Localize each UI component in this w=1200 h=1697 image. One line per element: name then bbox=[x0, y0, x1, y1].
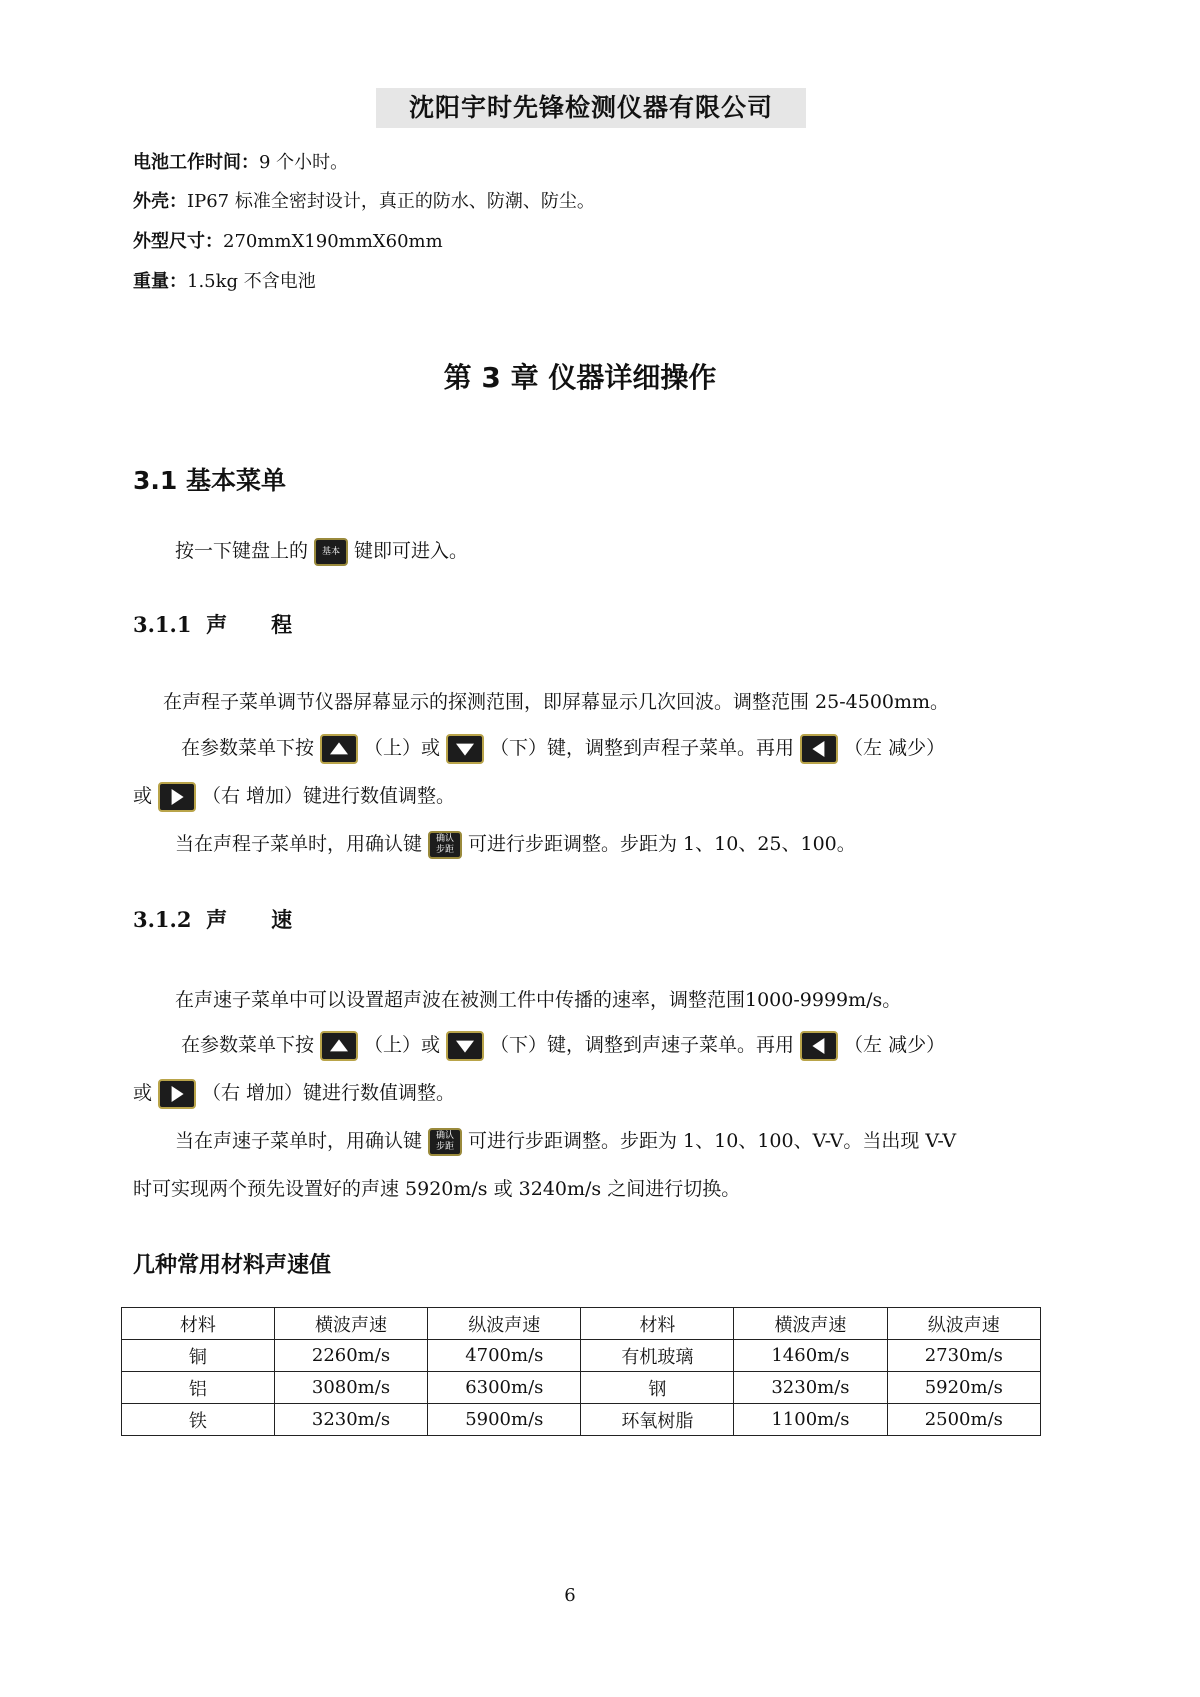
confirm-step-key-icon bbox=[428, 831, 462, 859]
table-cell: 3230m/s bbox=[734, 1372, 887, 1404]
section-word-1: 声 bbox=[206, 612, 228, 637]
table-cell: 6300m/s bbox=[428, 1372, 581, 1404]
column-header: 横波声速 bbox=[734, 1308, 887, 1340]
basic-key-icon bbox=[314, 538, 348, 566]
table-cell: 5900m/s bbox=[428, 1404, 581, 1436]
text: （右 增加）键进行数值调整。 bbox=[202, 1082, 456, 1104]
table-cell: 4700m/s bbox=[428, 1340, 581, 1372]
table-cell: 有机玻璃 bbox=[581, 1340, 734, 1372]
table-header-row bbox=[122, 1308, 1041, 1340]
left-key-icon bbox=[800, 734, 838, 764]
table-title: 几种常用材料声速值 bbox=[133, 1253, 332, 1278]
intro-text-before: 按一下键盘上的 bbox=[175, 540, 309, 562]
right-key-icon bbox=[158, 782, 196, 812]
table-cell: 1100m/s bbox=[734, 1404, 887, 1436]
down-key-icon bbox=[446, 734, 484, 764]
spec-label: 外壳： bbox=[133, 191, 187, 212]
spec-value: 1.5kg 不含电池 bbox=[187, 271, 316, 292]
text: 在参数菜单下按 bbox=[181, 737, 315, 759]
table-cell: 1460m/s bbox=[734, 1340, 887, 1372]
company-header: 沈阳宇时先锋检测仪器有限公司 bbox=[376, 88, 806, 128]
sound-speed-table bbox=[121, 1307, 1041, 1436]
text: 可进行步距调整。步距为 1、10、25、100。 bbox=[468, 833, 856, 855]
spec-battery bbox=[133, 151, 348, 175]
text: （下）键，调整到声速子菜单。再用 bbox=[490, 1034, 795, 1056]
intro-text-after: 键即可进入。 bbox=[354, 540, 469, 562]
confirm-key-line2: 步距 bbox=[436, 1142, 455, 1152]
text: （下）键，调整到声程子菜单。再用 bbox=[490, 737, 795, 759]
section-title-3-1-1 bbox=[133, 610, 292, 640]
paragraph-range: 在声程子菜单调节仪器屏幕显示的探测范围，即屏幕显示几次回波。调整范围 25-4500mm。 bbox=[163, 691, 950, 713]
spec-value: IP67 标准全密封设计，真正的防水、防潮、防尘。 bbox=[187, 191, 595, 212]
spec-shell bbox=[133, 190, 595, 214]
up-key-icon bbox=[320, 1031, 358, 1061]
spec-value: 270mmX190mmX60mm bbox=[223, 231, 443, 252]
confirm-step-key-icon bbox=[428, 1128, 462, 1156]
page-number: 6 bbox=[564, 1585, 576, 1606]
left-key-icon bbox=[800, 1031, 838, 1061]
table-cell: 2730m/s bbox=[887, 1340, 1040, 1372]
table-cell: 5920m/s bbox=[887, 1372, 1040, 1404]
text: 或 bbox=[133, 1082, 153, 1104]
table-cell: 铝 bbox=[122, 1372, 275, 1404]
text: 可进行步距调整。步距为 1、10、100、V-V。当出现 V-V bbox=[468, 1130, 957, 1152]
chapter-title: 第 3 章 仪器详细操作 bbox=[443, 361, 717, 394]
section-3-1-intro bbox=[175, 537, 468, 566]
confirm-key-line2: 步距 bbox=[436, 845, 455, 855]
table-row bbox=[122, 1340, 1041, 1372]
table-cell: 2260m/s bbox=[274, 1340, 427, 1372]
column-header: 材料 bbox=[122, 1308, 275, 1340]
table-cell: 3080m/s bbox=[274, 1372, 427, 1404]
text: 在参数菜单下按 bbox=[181, 1034, 315, 1056]
text: （左 减少） bbox=[844, 1034, 946, 1056]
text: （左 减少） bbox=[844, 737, 946, 759]
right-key-icon bbox=[158, 1079, 196, 1109]
up-key-icon bbox=[320, 734, 358, 764]
table-row bbox=[122, 1404, 1041, 1436]
table-cell: 2500m/s bbox=[887, 1404, 1040, 1436]
paragraph-switch: 时可实现两个预先设置好的声速 5920m/s 或 3240m/s 之间进行切换。 bbox=[133, 1178, 741, 1200]
text: 或 bbox=[133, 785, 153, 807]
table-cell: 铜 bbox=[122, 1340, 275, 1372]
paragraph-keys bbox=[181, 734, 945, 764]
spec-label: 重量： bbox=[133, 271, 187, 292]
section-word-2: 程 bbox=[271, 612, 293, 637]
section-title-3-1-2 bbox=[133, 905, 292, 935]
down-key-icon bbox=[446, 1031, 484, 1061]
section-number: 3.1.1 bbox=[133, 612, 192, 637]
text: （右 增加）键进行数值调整。 bbox=[202, 785, 456, 807]
column-header: 材料 bbox=[581, 1308, 734, 1340]
confirm-key-line1: 确认 bbox=[436, 1131, 455, 1141]
confirm-key-line1: 确认 bbox=[436, 834, 455, 844]
column-header: 横波声速 bbox=[274, 1308, 427, 1340]
text: 当在声程子菜单时，用确认键 bbox=[175, 833, 423, 855]
paragraph-keys-cont bbox=[133, 782, 455, 812]
section-word-2: 速 bbox=[271, 907, 293, 932]
spec-dimensions bbox=[133, 230, 443, 254]
table-cell: 钢 bbox=[581, 1372, 734, 1404]
paragraph-keys-cont bbox=[133, 1079, 455, 1109]
section-word-1: 声 bbox=[206, 907, 228, 932]
spec-value: 9 个小时。 bbox=[259, 152, 349, 173]
paragraph-speed-range: 在声速子菜单中可以设置超声波在被测工件中传播的速率，调整范围1000-9999m/s。 bbox=[175, 989, 902, 1011]
spec-label: 外型尺寸： bbox=[133, 231, 223, 252]
paragraph-step bbox=[175, 830, 856, 859]
paragraph-keys bbox=[181, 1031, 945, 1061]
section-title-3-1: 3.1 基本菜单 bbox=[133, 466, 286, 495]
paragraph-step bbox=[175, 1127, 956, 1156]
spec-label: 电池工作时间： bbox=[133, 152, 259, 173]
table-cell: 环氧树脂 bbox=[581, 1404, 734, 1436]
column-header: 纵波声速 bbox=[428, 1308, 581, 1340]
text: （上）或 bbox=[364, 1034, 441, 1056]
text: （上）或 bbox=[364, 737, 441, 759]
table-cell: 3230m/s bbox=[274, 1404, 427, 1436]
text: 当在声速子菜单时，用确认键 bbox=[175, 1130, 423, 1152]
spec-weight bbox=[133, 270, 316, 294]
table-row bbox=[122, 1372, 1041, 1404]
section-number: 3.1.2 bbox=[133, 907, 192, 932]
column-header: 纵波声速 bbox=[887, 1308, 1040, 1340]
basic-key-label: 基本 bbox=[322, 546, 341, 557]
table-cell: 铁 bbox=[122, 1404, 275, 1436]
